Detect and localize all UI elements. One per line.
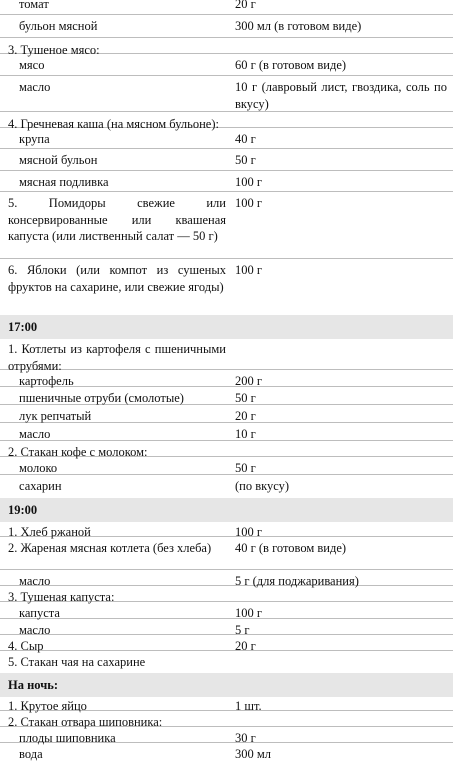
dish-name: 1. Котлеты из картофеля с пшеничными отрубями: (8, 342, 226, 373)
quantity: 100 г (235, 175, 263, 189)
quantity: 50 г (235, 461, 256, 475)
quantity: 100 г (235, 525, 263, 539)
ingredient-name: мясная подливка (19, 175, 109, 189)
dish-name: 2. Стакан кофе с молоком: (8, 445, 148, 459)
row-divider (0, 37, 453, 38)
section-time-label: На ночь: (8, 678, 59, 692)
row-divider (0, 569, 453, 570)
section-header (0, 498, 453, 522)
quantity: 200 г (235, 374, 263, 388)
ingredient-name: капуста (19, 606, 60, 620)
quantity: 40 г (235, 132, 256, 146)
quantity: 5 г (для поджаривания) (235, 574, 359, 588)
quantity: 50 г (235, 153, 256, 167)
section-time-label: 19:00 (8, 503, 38, 517)
ingredient-name: вода (19, 747, 43, 761)
dish-name: 5. Стакан чая на сахарине (8, 655, 146, 669)
quantity: 300 мл (235, 747, 272, 761)
quantity: 20 г (235, 639, 256, 653)
dish-name: 1. Хлеб ржаной (8, 525, 91, 539)
dish-name: 2. Стакан отвара шиповника: (8, 715, 163, 729)
ingredient-name: мясо (19, 58, 45, 72)
quantity: 100 г (235, 263, 263, 277)
row-divider (0, 148, 453, 149)
ingredient-name: пшеничные отруби (смолотые) (19, 391, 184, 405)
ingredient-name: крупа (19, 132, 50, 146)
row-divider (0, 170, 453, 171)
quantity: 1 шт. (235, 699, 262, 713)
row-divider (0, 75, 453, 76)
dish-name: 4. Сыр (8, 639, 44, 653)
section-header (0, 315, 453, 339)
quantity: 5 г (235, 623, 250, 637)
ingredient-name: масло (19, 427, 51, 441)
quantity: 10 г (235, 427, 256, 441)
ingredient-name: томат (19, 0, 49, 11)
ingredient-name: масло (19, 623, 51, 637)
section-time-label: 17:00 (8, 320, 38, 334)
dish-name: 2. Жареная мясная котлета (без хлеба) (8, 541, 212, 555)
quantity: 100 г (235, 606, 263, 620)
section-header (0, 673, 453, 697)
ingredient-name: мясной бульон (19, 153, 98, 167)
dish-name: 6. Яблоки (или компот из сушеных фруктов на сахарине, или свежие ягоды) (8, 263, 226, 294)
quantity: 50 г (235, 391, 256, 405)
quantity: 100 г (235, 196, 263, 210)
dish-name: 3. Тушеное мясо: (8, 43, 100, 57)
ingredient-name: плоды шиповника (19, 731, 116, 745)
dish-name: 3. Тушеная капуста: (8, 590, 115, 604)
quantity: 40 г (в готовом виде) (235, 541, 347, 555)
quantity: (по вкусу) (235, 479, 290, 493)
quantity: 60 г (в готовом виде) (235, 58, 347, 72)
ingredient-name: сахарин (19, 479, 62, 493)
quantity: 20 г (235, 409, 256, 423)
quantity: 20 г (235, 0, 256, 11)
dish-name: 5. Помидоры свежие или консервированные или квашеная капуста (или лиственный салат — 50 г) (8, 196, 226, 244)
dish-name: 1. Крутое яйцо (8, 699, 87, 713)
ingredient-name: бульон мясной (19, 19, 98, 33)
ingredient-name: масло (19, 80, 51, 94)
ingredient-name: картофель (19, 374, 74, 388)
ingredient-name: масло (19, 574, 51, 588)
row-divider (0, 191, 453, 192)
quantity: 30 г (235, 731, 256, 745)
ingredient-name: молоко (19, 461, 58, 475)
dish-name: 4. Гречневая каша (на мясном бульоне): (8, 117, 219, 131)
ingredient-name: лук репчатый (19, 409, 92, 423)
quantity: 300 мл (в готовом виде) (235, 19, 362, 33)
quantity: 10 г (лавровый лист, гвоздика, соль по вкусу) (235, 80, 447, 111)
row-divider (0, 258, 453, 259)
row-divider (0, 14, 453, 15)
